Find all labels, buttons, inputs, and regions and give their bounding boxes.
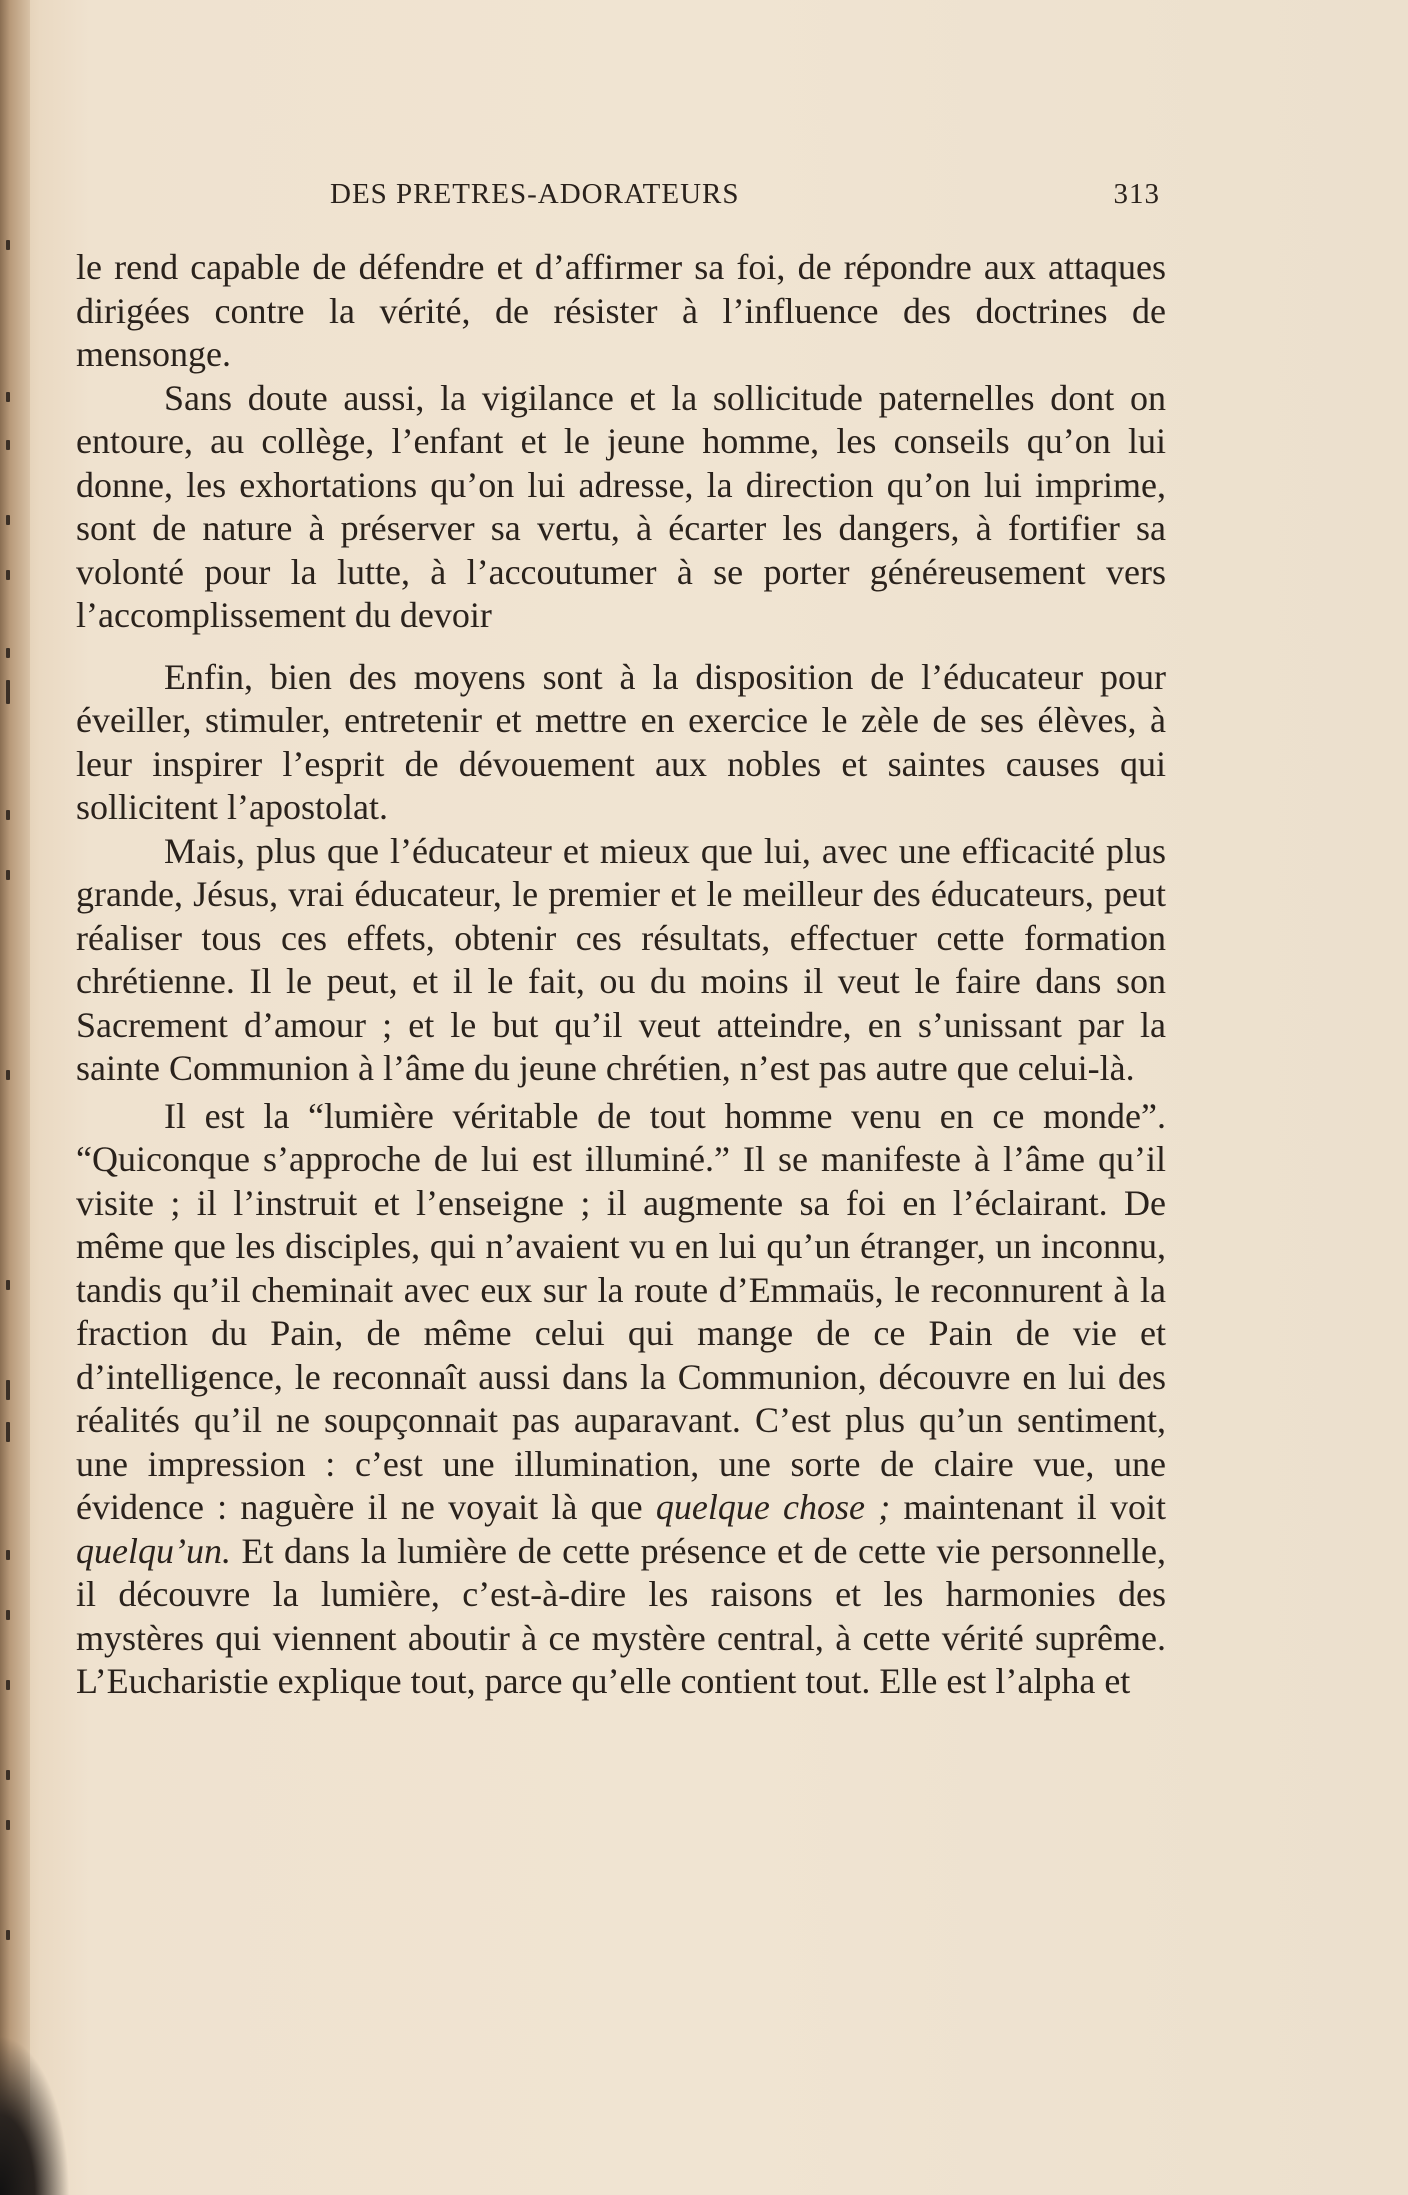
paragraph-4: Mais, plus que l’éducateur et mieux que lui, avec une efficacité plus grande, Jésus, vrai éducateur, le premier et le meilleur des éducateurs, peut réaliser tous ces effets, obtenir ces résultats, effectuer cette formation chrétienne. Il le peut, et il le fait, ou du moins il veut le faire dans son Sacrement d’amour ; et le but qu’il veut atteindre, en s’unissant par la sainte Communion à l’âme du jeune chrétien, n’est pas autre que celui-là. — [76, 830, 1166, 1088]
page-corner-shadow — [0, 2035, 70, 2195]
paragraph-1: le rend capable de défendre et d’affirmer sa foi, de répondre aux attaques dirigées contre la vérité, de résister à l’influence des doctrines de mensonge. — [76, 247, 1166, 374]
paragraph-5-text-b: maintenant il voit — [890, 1487, 1167, 1527]
paragraph-5-text-a: Il est la “lumière véritable de tout homme venu en ce monde”. “Quiconque s’approche de lui est illuminé.” Il se manifeste à l’âme qu’il visite ; il l’instruit et l’enseigne ; il augmente sa foi en l’éclairant. De même que les disciples, qui n’avaient vu en lui qu’un étranger, un inconnu, tandis qu’il cheminait avec eux sur la route d’Emmaüs, le reconnurent à la fraction du Pain, de même celui qui mange de ce Pain de vie et d’intelligence, le reconnaît aussi dans la Communion, découvre en lui des réalités qu’il ne soupçonnait pas auparavant. C’est plus qu’un sentiment, une impression : c’est une illumination, une sorte de claire vue, une évidence : naguère il ne voyait là que — [76, 1095, 1166, 1527]
page-body-text — [76, 246, 1166, 1704]
paragraph-5-italic-1: quelque chose ; — [655, 1487, 891, 1527]
paragraph-5-italic-2: quelqu’un. — [76, 1530, 231, 1571]
running-header — [330, 178, 1160, 218]
paragraph-5 — [76, 1095, 1166, 1704]
paragraph-5-text-c: Et dans la lumière de cette présence et de cette vie personnelle, il découvre la lumière, c’est-à-dire les raisons et les harmonies des mystères qui viennent aboutir à ce mystère central, à cette vérité suprême. L’Eucharistie explique tout, parce qu’elle contient tout. Elle est l’alpha et — [76, 1530, 1166, 1701]
page-number: 313 — [1113, 178, 1160, 210]
paragraph-2: Sans doute aussi, la vigilance et la sollicitude paternelles dont on entoure, au collège, l’enfant et le jeune homme, les conseils qu’on lui donne, les exhortations qu’on lui adresse, la direction qu’on lui imprime, sont de nature à préserver sa vertu, à écarter les dangers, à fortifier sa volonté pour la lutte, à l’accoutumer à se porter généreusement vers l’accomplissement du devoir — [76, 377, 1166, 635]
paragraph-3: Enfin, bien des moyens sont à la disposition de l’éducateur pour éveiller, stimuler, entretenir et mettre en exercice le zèle de ses élèves, à leur inspirer l’esprit de dévouement aux nobles et saintes causes qui sollicitent l’apostolat. — [76, 656, 1166, 827]
left-margin-bleed-marks — [6, 240, 20, 1940]
running-title: DES PRETRES-ADORATEURS — [330, 178, 740, 210]
